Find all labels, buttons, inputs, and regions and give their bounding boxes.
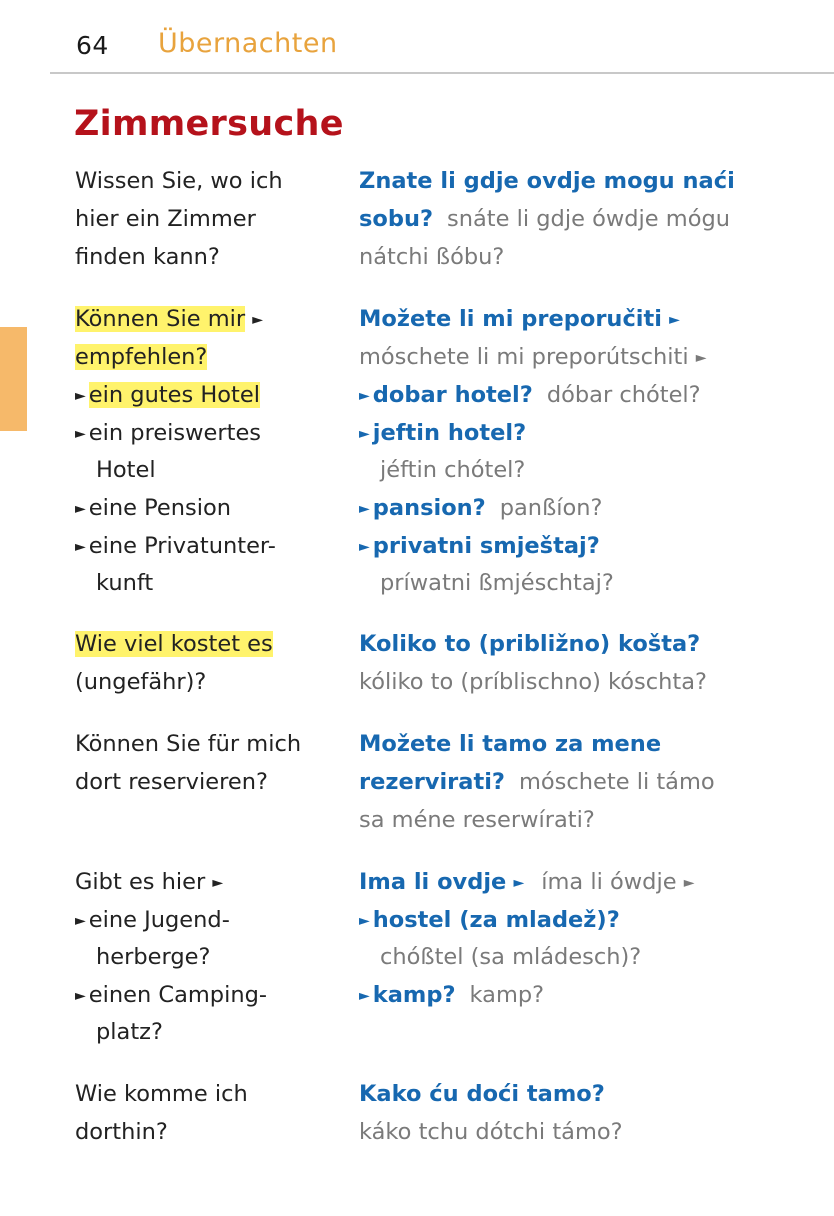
pronunciation-text: panßíon? xyxy=(499,495,603,521)
croatian-text: dobar hotel? xyxy=(372,382,533,408)
arrow-marker-icon: ► xyxy=(75,988,86,1004)
arrow-marker-icon: ► xyxy=(75,501,86,517)
croatian-text: pansion? xyxy=(372,495,486,521)
pronunciation-text: dóbar chótel? xyxy=(546,382,701,408)
pronunciation-text: móschete li mi preporútschiti xyxy=(359,344,689,370)
chapter-side-tab xyxy=(0,327,27,431)
croatian-text: privatni smještaj? xyxy=(372,533,600,559)
pronunciation-text: íma li ówdje xyxy=(541,869,677,895)
arrow-marker-icon: ► xyxy=(695,350,707,366)
croatian-text: hostel (za mladež)? xyxy=(372,907,620,933)
arrow-marker-icon: ► xyxy=(359,913,370,929)
pronunciation-text: móschete li támo xyxy=(519,769,715,795)
highlighted-text: Wie viel kostet es xyxy=(75,631,273,657)
pronunciation-text: kamp? xyxy=(469,982,545,1008)
croatian-text: Znate li gdje ovdje mogu naći xyxy=(359,168,735,194)
pronunciation-text: príwatni ßmjéschtaj? xyxy=(380,570,614,596)
header-divider xyxy=(50,72,834,74)
arrow-marker-icon: ► xyxy=(683,875,695,891)
pronunciation-text: sa méne reserwírati? xyxy=(359,807,595,833)
arrow-marker-icon: ► xyxy=(212,875,224,891)
highlighted-text: empfehlen? xyxy=(75,344,208,370)
arrow-marker-icon: ► xyxy=(359,426,370,442)
arrow-marker-icon: ► xyxy=(75,539,86,555)
highlighted-text: Können Sie mir xyxy=(75,306,246,332)
arrow-marker-icon: ► xyxy=(359,388,370,404)
arrow-marker-icon: ► xyxy=(359,539,370,555)
arrow-marker-icon: ► xyxy=(513,875,525,891)
pronunciation-text: káko tchu dótchi támo? xyxy=(359,1119,623,1145)
croatian-text: Ima li ovdje xyxy=(359,869,507,895)
highlighted-text: ein gutes Hotel xyxy=(88,382,260,408)
croatian-text: sobu? xyxy=(359,206,434,232)
pronunciation-text: kóliko to (príblischno) kóschta? xyxy=(359,669,707,695)
arrow-marker-icon: ► xyxy=(359,988,370,1004)
section-title: Zimmersuche xyxy=(74,104,344,144)
chapter-title: Übernachten xyxy=(158,28,338,59)
pronunciation-text: snáte li gdje ówdje mógu xyxy=(447,206,731,232)
arrow-marker-icon: ► xyxy=(75,913,86,929)
croatian-text: Kako ću doći tamo? xyxy=(359,1081,605,1107)
croatian-text: Možete li tamo za mene xyxy=(359,731,662,757)
pronunciation-text: chóßtel (sa mládesch)? xyxy=(380,944,642,970)
croatian-text: rezervirati? xyxy=(359,769,505,795)
croatian-text: Koliko to (približno) košta? xyxy=(359,631,701,657)
page-number: 64 xyxy=(76,31,109,60)
croatian-text: Možete li mi preporučiti xyxy=(359,306,662,332)
arrow-marker-icon: ► xyxy=(75,388,86,404)
arrow-marker-icon: ► xyxy=(669,312,680,328)
pronunciation-text: nátchi ßóbu? xyxy=(359,244,505,270)
pronunciation-text: jéftin chótel? xyxy=(380,457,526,483)
croatian-text: kamp? xyxy=(372,982,456,1008)
arrow-marker-icon: ► xyxy=(75,426,86,442)
arrow-marker-icon: ► xyxy=(359,501,370,517)
croatian-text: jeftin hotel? xyxy=(372,420,527,446)
arrow-marker-icon: ► xyxy=(252,312,264,328)
